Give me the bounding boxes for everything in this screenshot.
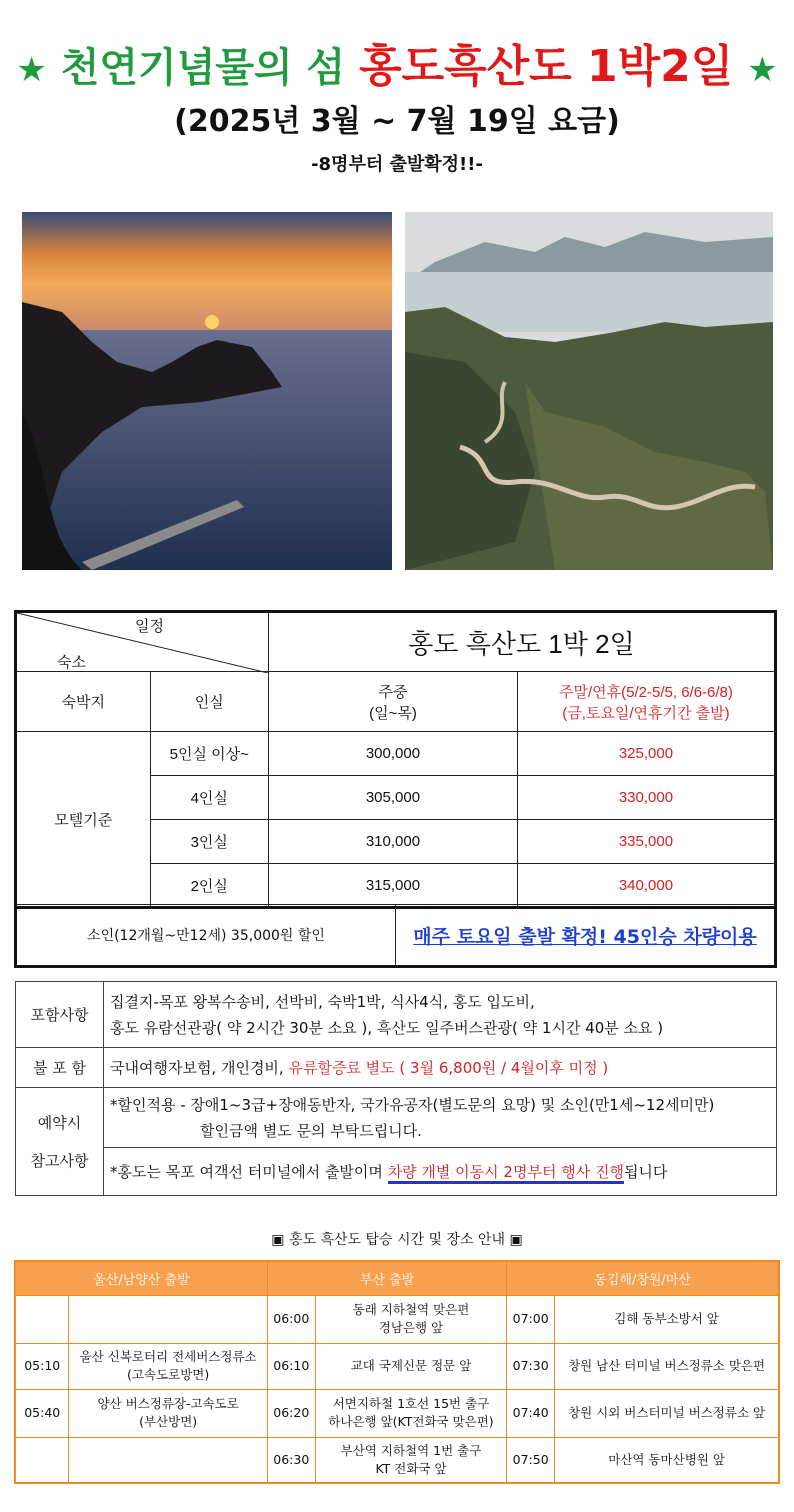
room-type: 5인실 이상~: [150, 732, 268, 776]
corner-lodging-label: 숙소: [57, 654, 86, 671]
child-discount: 소인(12개월~만12세) 35,000원 할인: [16, 905, 396, 967]
departure-note-table: [14, 904, 777, 968]
place-cell: 김해 동부소방서 앞: [555, 1295, 779, 1343]
pickup-title: ▣ 홍도 흑산도 탑승 시간 및 장소 안내 ▣: [271, 1232, 523, 1248]
time-cell: 06:10: [267, 1343, 315, 1389]
lodging-type: 모텔기준: [16, 732, 151, 908]
time-cell: 05:40: [15, 1389, 69, 1437]
star-icon-right: ★: [747, 50, 778, 90]
weekday-price: 300,000: [268, 732, 517, 776]
corner-cell: [16, 612, 269, 672]
time-cell: 06:00: [267, 1295, 315, 1343]
confirm-note: -8명부터 출발확정!!-: [311, 154, 483, 175]
excluded-text: 국내여행자보험, 개인경비, 유류할증료 별도 ( 3월 6,800원 / 4월이후 미정 ): [104, 1048, 777, 1088]
period-subtitle: (2025년 3월 ~ 7월 19일 요금): [174, 104, 620, 139]
place-cell: 교대 국제신문 정문 앞: [315, 1343, 506, 1389]
col-lodging: 숙박지: [16, 672, 151, 732]
weekday-price: 315,000: [268, 864, 517, 908]
weekday-price: 310,000: [268, 820, 517, 864]
included-label: 포함사항: [16, 982, 104, 1048]
departure-note: 매주 토요일 출발 확정! 45인승 차량이용: [396, 905, 776, 967]
poster-title: [0, 30, 794, 94]
time-cell: [15, 1295, 69, 1343]
discount-text: *할인적용 - 장애1~3급+장애동반자, 국가유공자(별도문의 요망) 및 소인(만1세~12세미만) 할인금액 별도 문의 부탁드립니다.: [104, 1088, 777, 1148]
time-cell: 06:20: [267, 1389, 315, 1437]
time-cell: 07:50: [507, 1437, 555, 1483]
weekend-price: 340,000: [517, 864, 775, 908]
place-cell: 양산 버스정류장-고속도로 (부산방면): [69, 1389, 267, 1437]
hongdo-departure-text: *홍도는 목포 여객선 터미널에서 출발이며 차량 개별 이동시 2명부터 행사 진행됩니다: [104, 1148, 777, 1196]
room-type: 4인실: [150, 776, 268, 820]
star-icon-left: ★: [16, 50, 47, 90]
col-weekend: 주말/연휴(5/2-5/5, 6/6-6/8) (금,토요일/연휴기간 출발): [517, 672, 775, 732]
header-ulsan: 울산/남양산 출발: [15, 1261, 267, 1295]
place-cell: 창원 남산 터미널 버스정류소 맞은편: [555, 1343, 779, 1389]
time-cell: 05:10: [15, 1343, 69, 1389]
title-green: 천연기념물의 섬: [60, 45, 346, 91]
excluded-label: 불 포 함: [16, 1048, 104, 1088]
place-cell: 창원 시외 버스터미널 버스정류소 앞: [555, 1389, 779, 1437]
corner-schedule-label: 일정: [135, 618, 164, 635]
room-type: 3인실: [150, 820, 268, 864]
place-cell: 동래 지하철역 맞은편 경남은행 앞: [315, 1295, 506, 1343]
time-cell: 07:00: [507, 1295, 555, 1343]
reservation-label: 예약시 참고사항: [16, 1088, 104, 1196]
sunset-rocks-photo: [22, 212, 392, 570]
col-weekday: 주중 (일~목): [268, 672, 517, 732]
info-table: [15, 981, 777, 1196]
place-cell: [69, 1437, 267, 1483]
place-cell: 서면지하철 1호선 15번 출구 하나은행 앞(KT전화국 맞은편): [315, 1389, 506, 1437]
weekday-price: 305,000: [268, 776, 517, 820]
tour-name: 홍도 흑산도 1박 2일: [268, 612, 775, 672]
header-gimhae: 동김해/창원/마산: [507, 1261, 779, 1295]
place-cell: 울산 신복로터리 전세버스정류소 (고속도로방면): [69, 1343, 267, 1389]
island-village-photo: [405, 212, 773, 570]
weekend-price: 330,000: [517, 776, 775, 820]
place-cell: 부산역 지하철역 1번 출구 KT 전화국 앞: [315, 1437, 506, 1483]
place-cell: [69, 1295, 267, 1343]
title-red: 홍도흑산도 1박2일: [359, 41, 734, 92]
time-cell: 07:40: [507, 1389, 555, 1437]
room-type: 2인실: [150, 864, 268, 908]
time-cell: 07:30: [507, 1343, 555, 1389]
weekend-price: 335,000: [517, 820, 775, 864]
price-table: [14, 610, 777, 909]
place-cell: 마산역 동마산병원 앞: [555, 1437, 779, 1483]
time-cell: [15, 1437, 69, 1483]
pickup-schedule-table: [14, 1260, 780, 1484]
time-cell: 06:30: [267, 1437, 315, 1483]
header-busan: 부산 출발: [267, 1261, 506, 1295]
weekend-price: 325,000: [517, 732, 775, 776]
col-people: 인실: [150, 672, 268, 732]
included-text: 집결지-목포 왕복수송비, 선박비, 숙박1박, 식사4식, 홍도 입도비, 홍도 유람선관광( 약 2시간 30분 소요 ), 흑산도 일주버스관광( 약 1시간 40분 소요 ): [104, 982, 777, 1048]
